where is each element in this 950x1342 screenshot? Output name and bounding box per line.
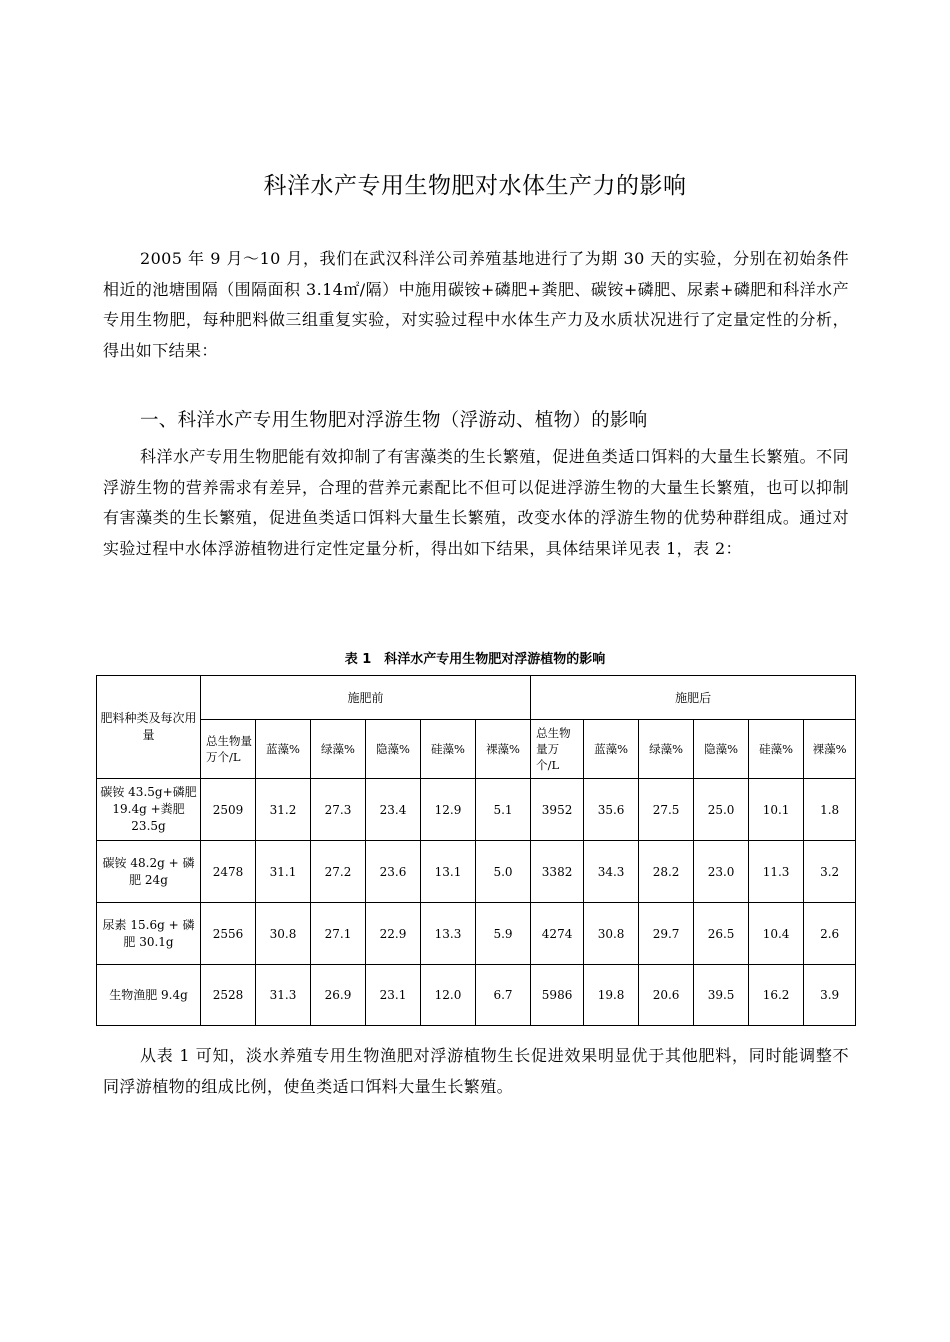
cell-after: 10.4 xyxy=(749,903,804,965)
cell-after: 25.0 xyxy=(694,779,749,841)
cell-before: 23.4 xyxy=(366,779,421,841)
conclusion-paragraph: 从表 1 可知，淡水养殖专用生物渔肥对浮游植物生长促进效果明显优于其他肥料，同时能调整不同浮游植物的组成比例，使鱼类适口饵料大量生长繁殖。 xyxy=(103,1046,849,1096)
cell-before: 2478 xyxy=(201,841,256,903)
cell-after: 3382 xyxy=(531,841,584,903)
table-body xyxy=(97,779,856,1026)
cell-after: 23.0 xyxy=(694,841,749,903)
subheader-biomass: 总生物量万个/L xyxy=(531,720,584,779)
row-label: 碳铵 48.2g + 磷肥 24g xyxy=(97,841,201,903)
row-label: 生物渔肥 9.4g xyxy=(97,965,201,1026)
cell-before: 2528 xyxy=(201,965,256,1026)
cell-after: 3.2 xyxy=(804,841,856,903)
cell-after: 20.6 xyxy=(639,965,694,1026)
table-row xyxy=(97,841,856,903)
cell-before: 31.2 xyxy=(256,779,311,841)
subheader-cyanophyta: 蓝藻% xyxy=(256,720,311,779)
cell-before: 13.1 xyxy=(421,841,476,903)
cell-before: 30.8 xyxy=(256,903,311,965)
cell-after: 29.7 xyxy=(639,903,694,965)
cell-before: 31.3 xyxy=(256,965,311,1026)
subheader-biomass: 总生物量万个/L xyxy=(201,720,256,779)
cell-after: 11.3 xyxy=(749,841,804,903)
subheader-euglenophyta: 裸藻% xyxy=(804,720,856,779)
cell-after: 27.5 xyxy=(639,779,694,841)
cell-before: 12.9 xyxy=(421,779,476,841)
cell-after: 1.8 xyxy=(804,779,856,841)
subheader-cryptophyta: 隐藻% xyxy=(366,720,421,779)
group-header-after: 施肥后 xyxy=(531,676,856,720)
corner-header: 肥料种类及每次用量 xyxy=(97,676,201,779)
subheader-diatoms: 硅藻% xyxy=(749,720,804,779)
cell-before: 26.9 xyxy=(311,965,366,1026)
table-row xyxy=(97,903,856,965)
table-header-row xyxy=(97,676,856,720)
cell-after: 39.5 xyxy=(694,965,749,1026)
cell-after: 35.6 xyxy=(584,779,639,841)
subheader-chlorophyta: 绿藻% xyxy=(639,720,694,779)
cell-before: 2509 xyxy=(201,779,256,841)
subheader-diatoms: 硅藻% xyxy=(421,720,476,779)
intro-paragraph: 2005 年 9 月～10 月，我们在武汉科洋公司养殖基地进行了为期 30 天的实验，分别在初始条件相近的池塘围隔（围隔面积 3.14㎡/隔）中施用碳铵+磷肥+粪肥、碳铵+磷肥、尿素+磷肥和科洋水产专用生物肥，每种肥料做三组重复实验，对实验过程中水体生产力及水质状况进行了定量定性的分析，得出如下结果： xyxy=(103,249,849,360)
section-paragraph: 科洋水产专用生物肥能有效抑制了有害藻类的生长繁殖，促进鱼类适口饵料的大量生长繁殖。不同浮游生物的营养需求有差异，合理的营养元素配比不但可以促进浮游生物的大量生长繁殖，也可以抑制有害藻类的生长繁殖，促进鱼类适口饵料大量生长繁殖，改变水体的浮游生物的优势种群组成。通过对实验过程中水体浮游植物进行定性定量分析，得出如下结果，具体结果详见表 1，表 2： xyxy=(103,447,849,558)
cell-before: 6.7 xyxy=(476,965,531,1026)
document-title: 科洋水产专用生物肥对水体生产力的影响 xyxy=(263,173,687,199)
section-heading: 一、科洋水产专用生物肥对浮游生物（浮游动、植物）的影响 xyxy=(140,410,648,431)
row-label: 尿素 15.6g + 磷肥 30.1g xyxy=(97,903,201,965)
cell-before: 12.0 xyxy=(421,965,476,1026)
cell-after: 30.8 xyxy=(584,903,639,965)
cell-before: 5.1 xyxy=(476,779,531,841)
subheader-euglenophyta: 裸藻% xyxy=(476,720,531,779)
phytoplankton-table xyxy=(96,675,856,1026)
cell-before: 27.3 xyxy=(311,779,366,841)
cell-after: 16.2 xyxy=(749,965,804,1026)
cell-before: 23.6 xyxy=(366,841,421,903)
cell-before: 5.9 xyxy=(476,903,531,965)
cell-before: 2556 xyxy=(201,903,256,965)
cell-after: 28.2 xyxy=(639,841,694,903)
cell-before: 27.2 xyxy=(311,841,366,903)
cell-after: 2.6 xyxy=(804,903,856,965)
cell-before: 31.1 xyxy=(256,841,311,903)
subheader-cyanophyta: 蓝藻% xyxy=(584,720,639,779)
cell-after: 19.8 xyxy=(584,965,639,1026)
table-subheader-row xyxy=(97,720,856,779)
table-caption: 表 1 科洋水产专用生物肥对浮游植物的影响 xyxy=(344,652,606,667)
cell-before: 5.0 xyxy=(476,841,531,903)
table-row xyxy=(97,965,856,1026)
row-label: 碳铵 43.5g+磷肥 19.4g +粪肥 23.5g xyxy=(97,779,201,841)
cell-before: 13.3 xyxy=(421,903,476,965)
cell-before: 27.1 xyxy=(311,903,366,965)
cell-after: 3952 xyxy=(531,779,584,841)
cell-before: 22.9 xyxy=(366,903,421,965)
cell-after: 10.1 xyxy=(749,779,804,841)
cell-after: 3.9 xyxy=(804,965,856,1026)
cell-after: 26.5 xyxy=(694,903,749,965)
subheader-chlorophyta: 绿藻% xyxy=(311,720,366,779)
table-row xyxy=(97,779,856,841)
cell-before: 23.1 xyxy=(366,965,421,1026)
group-header-before: 施肥前 xyxy=(201,676,531,720)
subheader-cryptophyta: 隐藻% xyxy=(694,720,749,779)
cell-after: 4274 xyxy=(531,903,584,965)
cell-after: 34.3 xyxy=(584,841,639,903)
cell-after: 5986 xyxy=(531,965,584,1026)
